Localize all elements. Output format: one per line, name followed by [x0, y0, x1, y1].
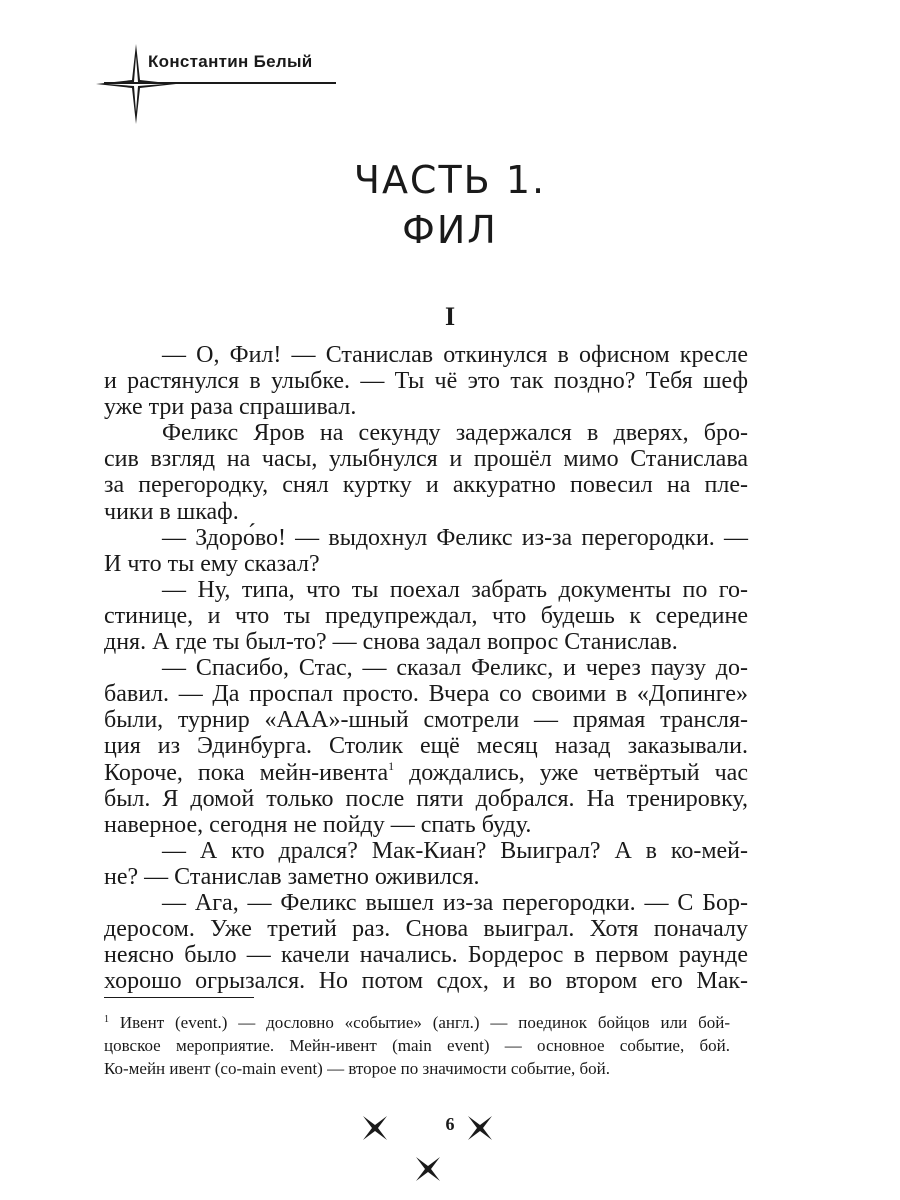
- text-line: [104, 525, 748, 551]
- chapter-number: I: [444, 302, 456, 331]
- footnote-line: [104, 1011, 730, 1034]
- text-line: [104, 420, 748, 446]
- text-line-content: — А кто дрался? Мак-Киан? Выиграл? А в ко-мей-: [162, 837, 748, 864]
- text-line-content: чики в шкаф.: [104, 498, 239, 525]
- text-line: [104, 812, 748, 838]
- footnote-text: Ко-мейн ивент (co-main event) — второе по значимости событие, бой.: [104, 1059, 611, 1078]
- text-line-content: — Спасибо, Стас, — сказал Феликс, и через паузу до-: [162, 655, 748, 682]
- text-line-content: неясно было — качели начались. Бордерос в первом раунде: [104, 942, 748, 969]
- text-line: [104, 629, 748, 655]
- text-line: [104, 551, 748, 577]
- header-author: Константин Белый: [148, 52, 313, 71]
- text-line: [104, 342, 748, 368]
- footnote-text: цовское мероприятие. Мейн-ивент (main event) — основное событие, бой.: [104, 1036, 730, 1055]
- text-line: [104, 916, 748, 942]
- text-line-content: бавил. — Да проспал просто. Вчера со своими в «Допинге»: [104, 681, 748, 708]
- text-line-content: и растянулся в улыбке. — Ты чё это так поздно? Тебя шеф: [104, 368, 748, 395]
- text-line: [104, 864, 748, 890]
- text-line-content: — Здоро́во! — выдохнул Феликс из-за перегородки. —: [162, 524, 748, 551]
- text-line: [104, 733, 748, 759]
- footnote-line: [104, 1057, 730, 1080]
- footnote-rule: [104, 997, 254, 998]
- cross-star-icon: [414, 1155, 442, 1183]
- text-line: [104, 394, 748, 420]
- text-line: [104, 838, 748, 864]
- text-line-content: уже три раза спрашивал.: [104, 394, 357, 421]
- footnote: [104, 1011, 730, 1080]
- text-line-content: Феликс Яров на секунду задержался в дверях, бро-: [162, 420, 748, 447]
- text-line-content: деросом. Уже третий раз. Снова выиграл. Хотя поначалу: [104, 916, 748, 943]
- part-title-line1: ЧАСТЬ 1.: [353, 158, 547, 202]
- text-line: [104, 472, 748, 498]
- text-line-content: наверное, сегодня не пойду — спать буду.: [104, 811, 532, 838]
- text-line: [104, 707, 748, 733]
- text-line-content: не? — Станислав заметно оживился.: [104, 863, 480, 890]
- footnote-marker: 1: [104, 1014, 109, 1025]
- text-line-content: ция из Эдинбурга. Столик ещё месяц назад заказывали.: [104, 733, 748, 760]
- body-text: [104, 342, 748, 994]
- footnote-line: [104, 1034, 730, 1057]
- part-title-line2: ФИЛ: [402, 208, 498, 252]
- text-line: [104, 655, 748, 681]
- text-line: [104, 760, 748, 786]
- text-line-content: был. Я домой только после пяти добрался. На тренировку,: [104, 785, 748, 812]
- text-line-content: дождались, уже четвёртый час: [394, 759, 748, 786]
- text-line: [104, 681, 748, 707]
- header-rule: [104, 82, 336, 84]
- text-line-content: И что ты ему сказал?: [104, 550, 320, 577]
- text-line: [104, 603, 748, 629]
- text-line-content: — Ага, — Феликс вышел из-за перегородки. — С Бор-: [162, 889, 748, 916]
- text-line-content: сив взгляд на часы, улыбнулся и прошёл мимо Станислава: [104, 446, 748, 473]
- text-line: [104, 786, 748, 812]
- footnote-text: Ивент (event.) — дословно «событие» (англ.) — поединок бойцов или бой-: [109, 1013, 730, 1032]
- text-line-content: Короче, пока мейн-ивента: [104, 759, 389, 786]
- page-number: 6: [445, 1114, 455, 1134]
- footnote-reference: 1: [388, 758, 395, 773]
- cross-star-icon: [466, 1114, 494, 1142]
- text-line: [104, 890, 748, 916]
- text-line: [104, 942, 748, 968]
- text-line-content: хорошо огрызался. Но потом сдох, и во втором его Мак-: [104, 968, 748, 995]
- text-line-content: — Ну, типа, что ты поехал забрать документы по го-: [162, 576, 748, 603]
- text-line-content: — О, Фил! — Станислав откинулся в офисном кресле: [162, 342, 748, 368]
- text-line: [104, 499, 748, 525]
- text-line-content: стинице, и что ты предупреждал, что будешь к середине: [104, 602, 748, 629]
- text-line: [104, 446, 748, 472]
- text-line: [104, 968, 748, 994]
- text-line: [104, 368, 748, 394]
- text-line-content: за перегородку, снял куртку и аккуратно повесил на пле-: [104, 472, 748, 499]
- text-line-content: были, турнир «ААА»-шный смотрели — прямая трансля-: [104, 707, 748, 734]
- text-line: [104, 577, 748, 603]
- text-line-content: дня. А где ты был-то? — снова задал вопрос Станислав.: [104, 629, 678, 656]
